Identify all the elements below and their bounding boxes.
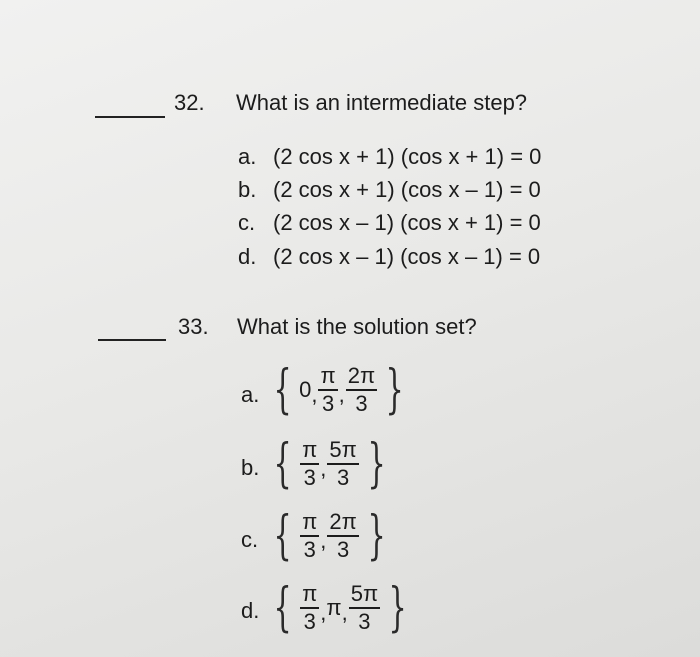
option-text-32d: (2 cos x – 1) (cos x – 1) = 0 — [273, 244, 541, 269]
option-letter-33b: b. — [241, 455, 260, 480]
fraction — [300, 511, 319, 561]
option-text-32b: (2 cos x + 1) (cos x – 1) = 0 — [273, 177, 541, 202]
denominator: 3 — [358, 609, 371, 634]
answer-blank-33[interactable] — [98, 339, 166, 341]
option-text-32c: (2 cos x – 1) (cos x + 1) = 0 — [273, 210, 541, 235]
brace-open: { — [273, 434, 292, 494]
brace-close: } — [367, 506, 386, 566]
numerator: 2π — [346, 365, 377, 391]
question-prompt-33: What is the solution set? — [237, 314, 477, 339]
brace-close: } — [388, 578, 407, 638]
question-prompt-32: What is an intermediate step? — [236, 90, 528, 115]
set-value: 0 — [299, 377, 312, 402]
fraction — [327, 511, 358, 561]
option-letter-32b: b. — [238, 177, 257, 202]
fraction — [318, 365, 337, 415]
set-separator: , — [320, 528, 327, 553]
option-letter-32d: d. — [238, 244, 257, 269]
brace-close: } — [367, 434, 386, 494]
denominator: 3 — [336, 537, 350, 562]
brace-open: { — [273, 360, 292, 420]
question-number-32: 32. — [174, 90, 205, 115]
fraction — [349, 583, 380, 633]
denominator: 3 — [355, 391, 368, 416]
set-separator: , — [311, 382, 318, 407]
set-separator: , — [320, 600, 327, 625]
option-letter-33c: c. — [241, 527, 259, 552]
set-separator: , — [341, 600, 348, 625]
option-text-32a: (2 cos x + 1) (cos x + 1) = 0 — [273, 144, 542, 169]
numerator: 5π — [327, 439, 358, 465]
set-separator: , — [320, 456, 327, 481]
denominator: 3 — [303, 537, 316, 562]
option-letter-32a: a. — [238, 144, 257, 169]
denominator: 3 — [321, 391, 335, 416]
denominator: 3 — [303, 465, 316, 490]
numerator: 2π — [327, 511, 358, 537]
solution-set-33b — [266, 434, 393, 494]
brace-open: { — [273, 506, 292, 566]
denominator: 3 — [336, 465, 350, 490]
fraction — [300, 439, 319, 489]
fraction — [327, 439, 358, 489]
set-separator: , — [338, 382, 345, 407]
solution-set-33d — [266, 578, 414, 638]
set-value: π — [326, 595, 342, 620]
numerator: π — [300, 583, 319, 609]
brace-open: { — [273, 578, 292, 638]
denominator: 3 — [303, 609, 316, 634]
solution-set-33c — [266, 506, 393, 566]
answer-blank-32[interactable] — [95, 116, 165, 118]
numerator: 5π — [349, 583, 380, 609]
numerator: π — [300, 439, 319, 465]
brace-close: } — [385, 360, 404, 420]
fraction — [300, 583, 319, 633]
option-letter-33d: d. — [241, 598, 260, 623]
option-letter-32c: c. — [238, 210, 256, 235]
numerator: π — [300, 511, 319, 537]
solution-set-33a — [266, 360, 411, 420]
fraction — [346, 365, 377, 415]
numerator: π — [318, 365, 337, 391]
question-number-33: 33. — [178, 314, 209, 339]
option-letter-33a: a. — [241, 382, 260, 407]
